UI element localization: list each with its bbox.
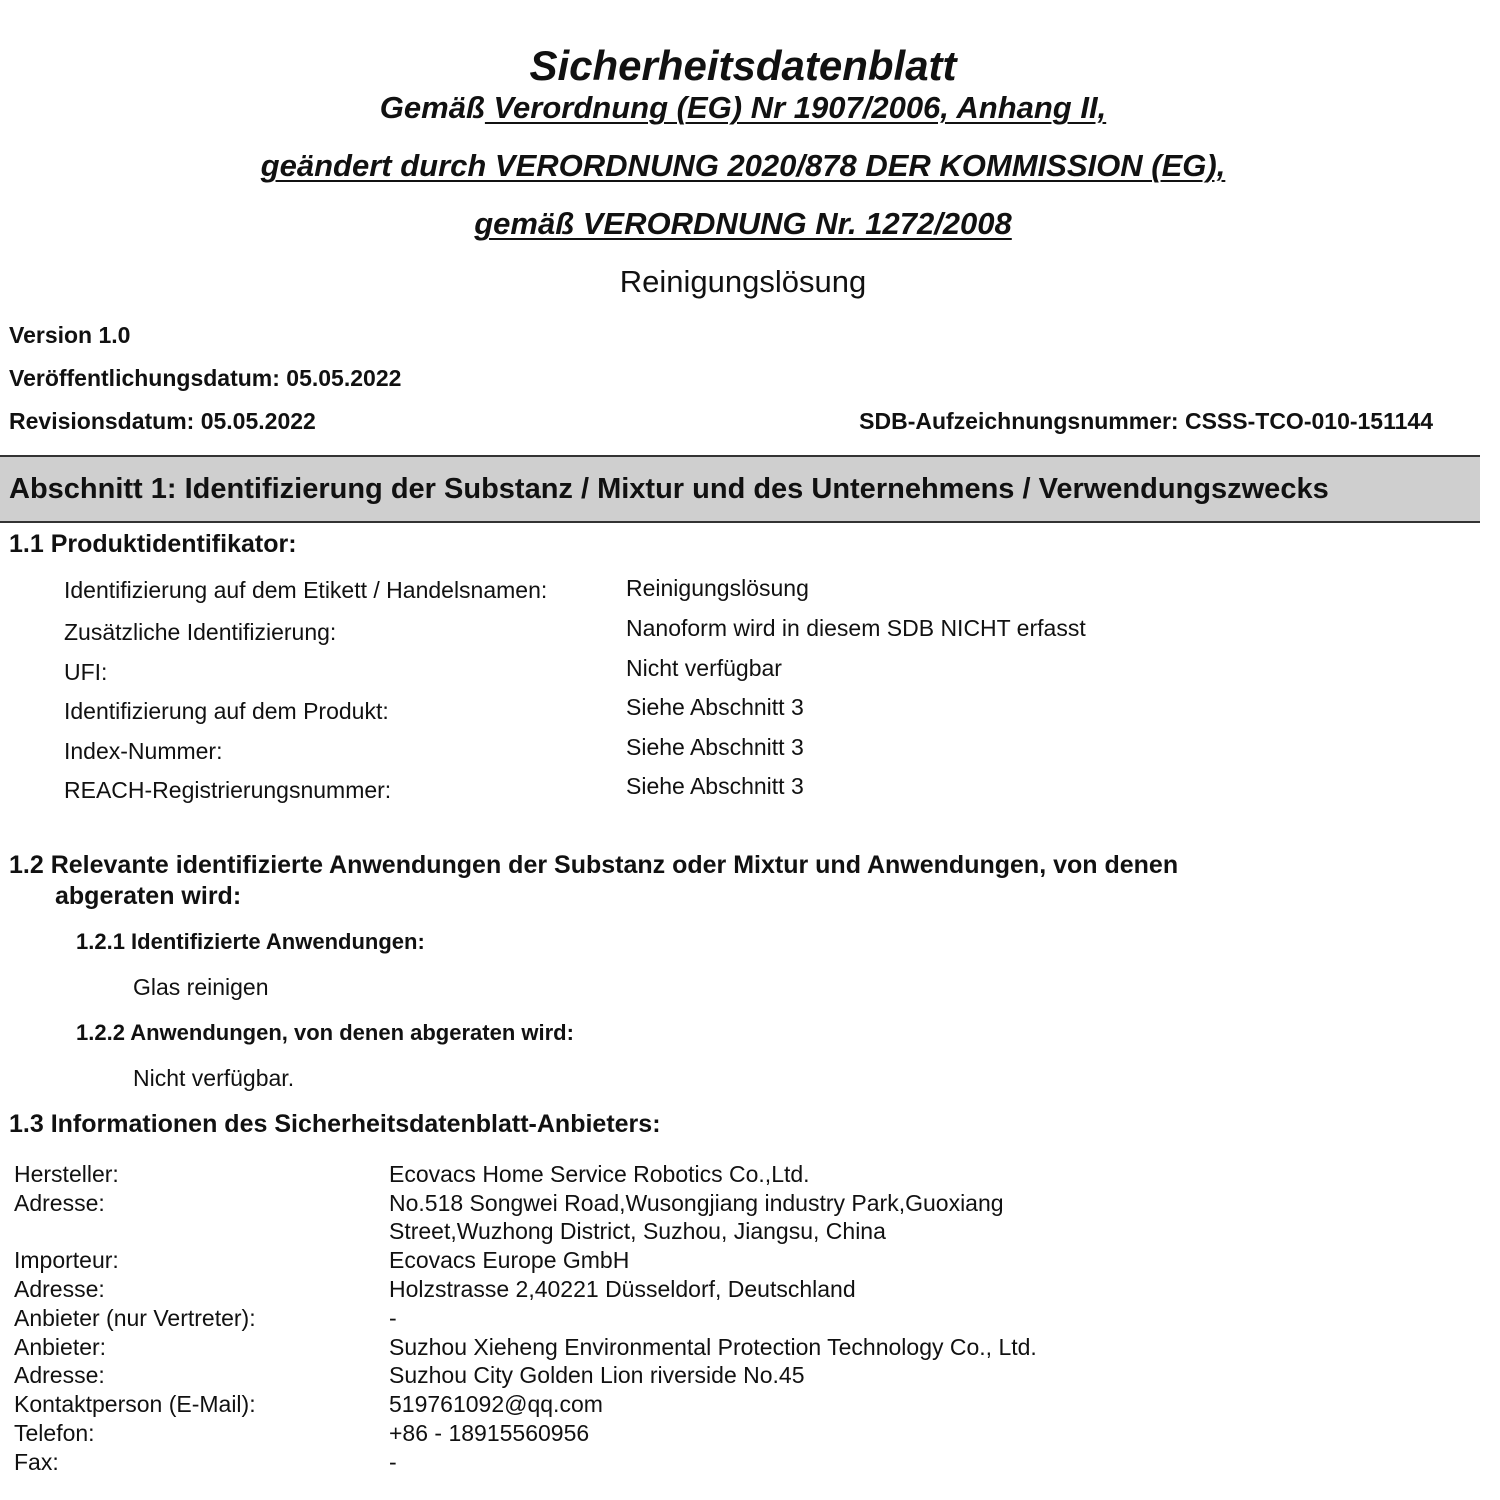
supplier-label: Adresse: [14,1276,105,1302]
supplier-value: No.518 Songwei Road,Wusongjiang industry Park,Guoxiang [389,1190,1004,1216]
section-1-1-heading: 1.1 Produktidentifikator: [9,530,297,558]
regulation-line-3 [0,206,1486,242]
supplier-label: Fax: [14,1449,59,1475]
revision-date: Revisionsdatum: 05.05.2022 [9,408,316,434]
product-id-label: Identifizierung auf dem Produkt: [64,698,389,724]
product-id-value: Nanoform wird in diesem SDB NICHT erfasst [626,615,1086,641]
regulation-reference: Verordnung (EG) Nr 1907/2006, Anhang II, [484,90,1107,125]
supplier-label: Hersteller: [14,1161,119,1187]
publication-date: Veröffentlichungsdatum: 05.05.2022 [9,365,402,391]
supplier-fax: - [389,1449,397,1475]
product-id-label: Zusätzliche Identifizierung: [64,619,337,645]
supplier-value: Suzhou Xieheng Environmental Protection Technology Co., Ltd. [389,1334,1037,1360]
product-id-value: Siehe Abschnitt 3 [626,694,804,720]
supplier-label: Adresse: [14,1362,105,1388]
regulation-prefix: Gemäß [379,90,485,125]
regulation-amendment: geändert durch VERORDNUNG 2020/878 DER KOMMISSION (EG), [260,148,1226,183]
regulation-line-1 [0,90,1486,126]
section-1-heading: Abschnitt 1: Identifizierung der Substanz / Mixtur und des Unternehmens / Verwendungszwecks [9,473,1329,505]
section-1-bar [0,455,1480,523]
section-1-2-1-heading: 1.2.1 Identifizierte Anwendungen: [76,929,425,954]
regulation-clp: gemäß VERORDNUNG Nr. 1272/2008 [474,206,1012,241]
supplier-value-continued: Street,Wuzhong District, Suzhou, Jiangsu, China [389,1218,886,1244]
supplier-value: Ecovacs Home Service Robotics Co.,Ltd. [389,1161,810,1187]
version: Version 1.0 [9,322,131,348]
supplier-label: Anbieter (nur Vertreter): [14,1305,256,1331]
supplier-phone: +86 - 18915560956 [389,1420,590,1446]
product-id-value: Nicht verfügbar [626,655,782,681]
supplier-value: Holzstrasse 2,40221 Düsseldorf, Deutschland [389,1276,856,1302]
product-id-label: UFI: [64,659,108,685]
sdb-number: SDB-Aufzeichnungsnummer: CSSS-TCO-010-151144 [859,408,1433,434]
product-id-value: Siehe Abschnitt 3 [626,734,804,760]
supplier-label: Kontaktperson (E-Mail): [14,1391,256,1417]
supplier-value: Suzhou City Golden Lion riverside No.45 [389,1362,805,1388]
supplier-value: Ecovacs Europe GmbH [389,1247,630,1273]
supplier-label: Adresse: [14,1190,105,1216]
section-1-2-2-heading: 1.2.2 Anwendungen, von denen abgeraten wird: [76,1020,574,1045]
regulation-line-2 [0,148,1486,184]
product-id-value: Siehe Abschnitt 3 [626,773,804,799]
supplier-value: - [389,1305,397,1331]
supplier-email: 519761092@qq.com [389,1391,603,1417]
product-id-label: REACH-Registrierungsnummer: [64,777,392,803]
identified-uses-text: Glas reinigen [133,974,269,1000]
uses-advised-against-text: Nicht verfügbar. [133,1065,295,1091]
supplier-label: Telefon: [14,1420,95,1446]
document-title: Sicherheitsdatenblatt [529,42,957,89]
supplier-label: Importeur: [14,1247,119,1273]
supplier-label: Anbieter: [14,1334,107,1360]
product-id-label: Index-Nummer: [64,738,223,764]
section-1-3-heading: 1.3 Informationen des Sicherheitsdatenblatt-Anbieters: [9,1110,661,1138]
product-id-label: Identifizierung auf dem Etikett / Handelsnamen: [64,577,548,603]
section-1-2-heading-continued: abgeraten wird: [55,882,242,910]
section-1-2-heading: 1.2 Relevante identifizierte Anwendungen der Substanz oder Mixtur und Anwendungen, von denen [9,851,1179,879]
product-name: Reinigungslösung [619,264,867,299]
product-id-value: Reinigungslösung [626,575,809,601]
